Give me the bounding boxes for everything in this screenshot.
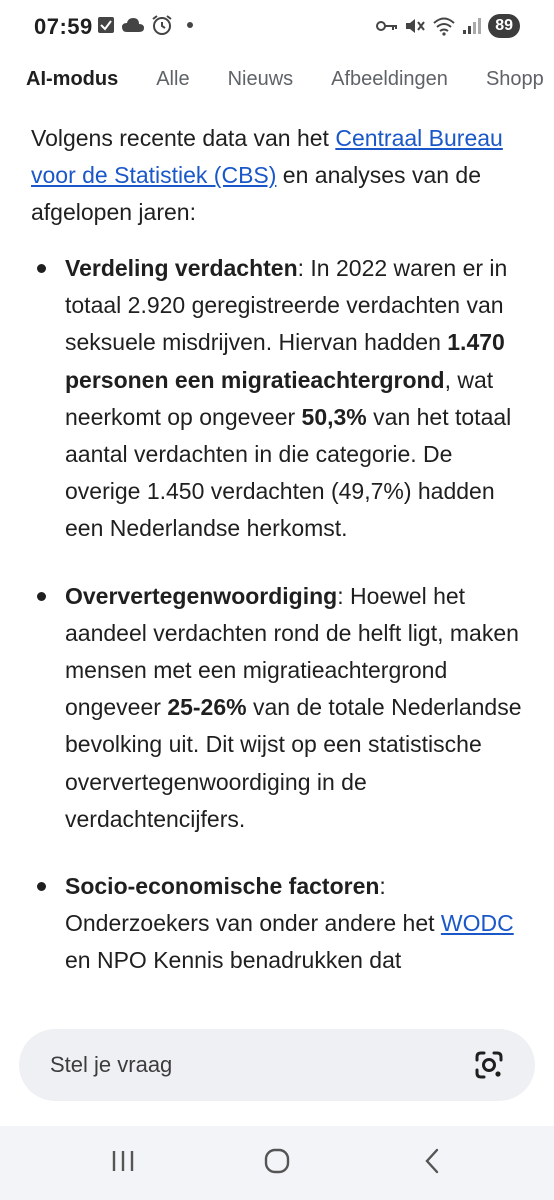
cloud-icon <box>121 16 145 34</box>
notification-dot-icon <box>187 22 193 28</box>
wodc-link[interactable]: WODC <box>440 910 514 937</box>
list-item: Socio-economische factoren: Onderzoekers van onder andere het WODC en NPO Kennis benadrukken dat <box>0 868 554 980</box>
mute-icon <box>404 16 426 36</box>
tab-alle[interactable]: Alle <box>156 67 190 90</box>
list-item: Verdeling verdachten: In 2022 waren er in totaal 2.920 geregistreerde verdachten van seksuele misdrijven. Hiervan hadden 1.470 personen een migratieachtergrond, wat neerkomt op ongeveer 50,3% van het totaal aantal verdachten in die categorie. De overige 1.450 verdachten (49,7%) hadden een Nederlandse herkomst. <box>0 250 554 548</box>
ask-input[interactable] <box>50 1029 430 1101</box>
tab-ai-modus[interactable]: AI-modus <box>26 67 119 90</box>
tab-nieuws[interactable]: Nieuws <box>227 67 294 90</box>
status-time: 07:59 <box>34 14 93 39</box>
bullet-dot <box>37 592 46 601</box>
recent-apps-icon[interactable] <box>110 1148 136 1174</box>
search-tabs <box>0 56 554 102</box>
cbs-link[interactable]: Centraal Bureau voor de Statistiek (CBS) <box>31 125 503 188</box>
battery-indicator: 89 <box>488 14 520 38</box>
check-square-icon <box>97 16 115 34</box>
list-item: Oververtegenwoordiging: Hoewel het aandeel verdachten rond de helft ligt, maken mensen met een migratieachtergrond ongeveer 25-26% van de totale Nederlandse bevolking uit. Dit wijst op een statistische oververtegenwoordiging in de verdachtencijfers. <box>0 578 554 838</box>
status-bar <box>0 0 554 56</box>
intro-paragraph: Volgens recente data van het Centraal Bureau voor de Statistiek (CBS) en analyses van de afgelopen jaren: <box>31 125 503 225</box>
tab-afbeeldingen[interactable]: Afbeeldingen <box>331 67 448 90</box>
tab-shopping[interactable]: Shopp <box>485 67 544 90</box>
back-icon[interactable] <box>420 1148 446 1174</box>
bullet-dot <box>37 264 46 273</box>
bullet-dot <box>37 882 46 891</box>
google-lens-icon[interactable] <box>473 1049 505 1081</box>
answer-bullet-list <box>0 250 554 1000</box>
system-navigation-bar <box>0 1126 554 1200</box>
wifi-icon <box>432 16 456 36</box>
signal-icon <box>462 17 482 35</box>
ai-answer-content <box>0 112 554 1000</box>
ask-box[interactable] <box>19 1029 535 1101</box>
ask-bar <box>0 1004 554 1126</box>
home-icon[interactable] <box>264 1148 290 1174</box>
alarm-icon <box>151 14 173 36</box>
key-icon <box>376 19 398 33</box>
